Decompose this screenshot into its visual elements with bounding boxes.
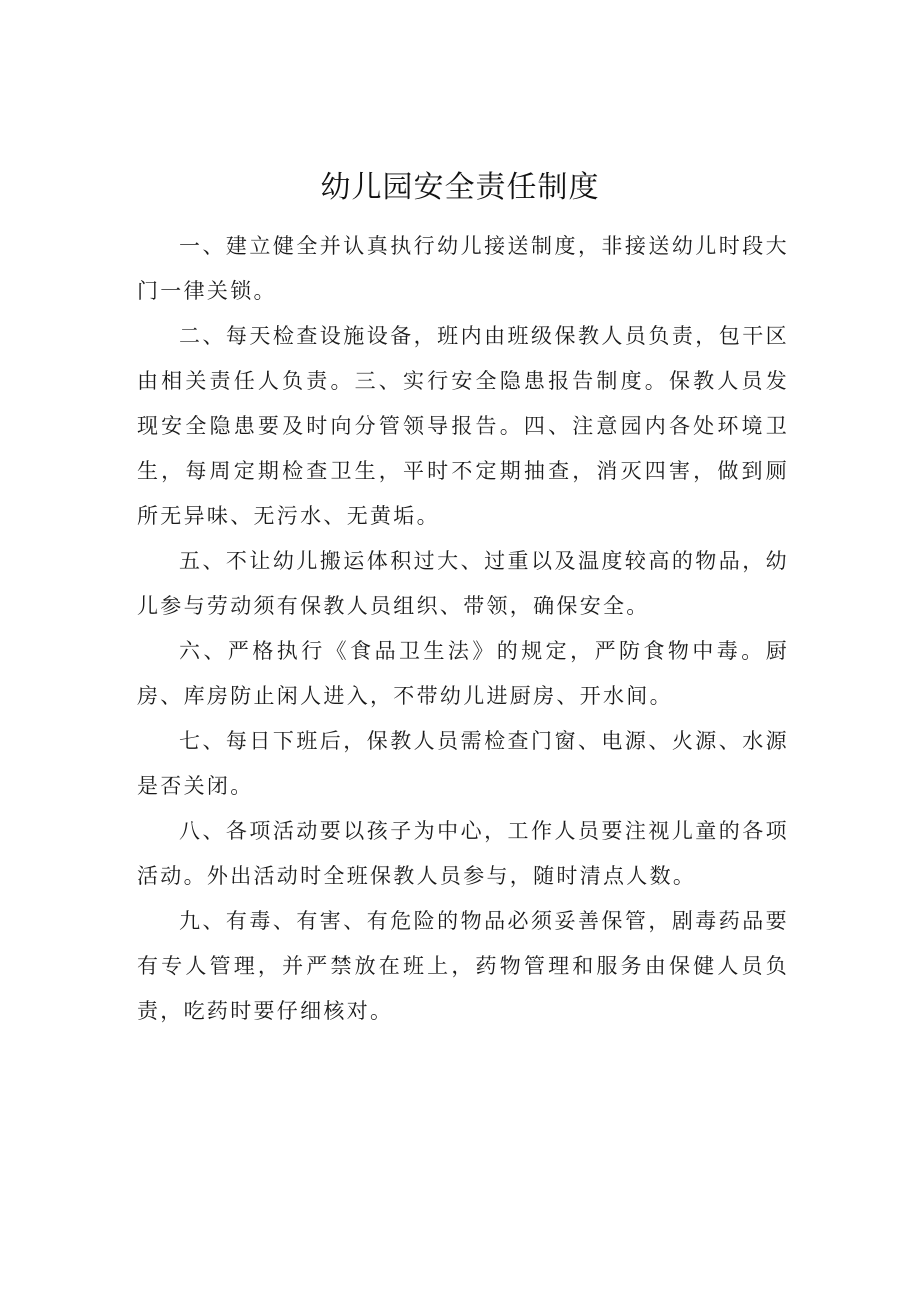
document-title: 幼儿园安全责任制度 <box>320 170 600 205</box>
paragraph-7: 九、有毒、有害、有危险的物品必须妥善保管，剧毒药品要有专人管理，并严禁放在班上，药物管理和服务由保健人员负责，吃药时要仔细核对。 <box>137 909 789 1023</box>
paragraph-2: 二、每天检查设施设备，班内由班级保教人员负责，包干区由相关责任人负责。三、实行安全隐患报告制度。保教人员发现安全隐患要及时向分管领导报告。四、注意园内各处环境卫生，每周定期检查卫生，平时不定期抽查，消灭四害，做到厕所无异味、无污水、无黄垢。 <box>137 324 789 528</box>
paragraph-5: 七、每日下班后，保教人员需检查门窗、电源、火源、水源是否关闭。 <box>137 729 789 798</box>
paragraph-4: 六、严格执行《食品卫生法》的规定，严防食物中毒。厨房、库房防止闲人进入，不带幼儿进厨房、开水间。 <box>137 639 789 708</box>
paragraph-6: 八、各项活动要以孩子为中心，工作人员要注视儿童的各项活动。外出活动时全班保教人员参与，随时清点人数。 <box>137 819 789 888</box>
paragraph-3: 五、不让幼儿搬运体积过大、过重以及温度较高的物品，幼儿参与劳动须有保教人员组织、带领，确保安全。 <box>137 549 789 618</box>
document-body <box>137 224 789 1034</box>
paragraph-1: 一、建立健全并认真执行幼儿接送制度，非接送幼儿时段大门一律关锁。 <box>137 234 789 303</box>
